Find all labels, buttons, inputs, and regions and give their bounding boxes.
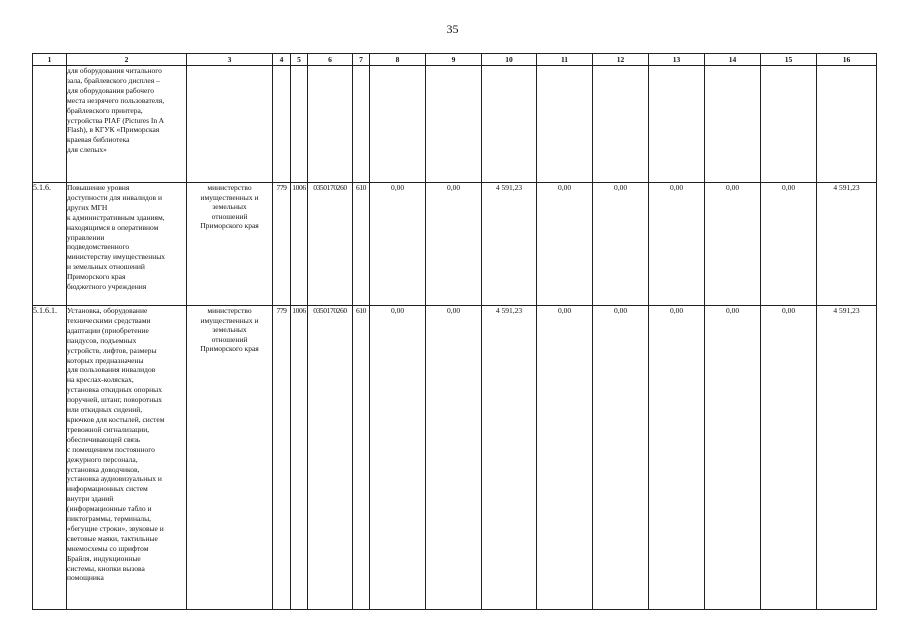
column-header: 4 <box>273 54 291 66</box>
table-row <box>33 66 877 183</box>
column-header: 13 <box>649 54 705 66</box>
expense-type-code: 610 <box>353 306 370 610</box>
amount-cell <box>705 66 761 183</box>
expense-type-code <box>353 66 370 183</box>
section-code: 1006 <box>291 306 308 610</box>
amount-cell <box>649 66 705 183</box>
column-header: 9 <box>426 54 482 66</box>
amount-cell: 4 591,23 <box>482 306 537 610</box>
item-name: для оборудования читального зала, брайлевского дисплея – для оборудования рабочего места незрячего пользователя, брайлевского принтера, устройства PIAF (Pictures In A Flash), в КГУК «Приморская краевая библиотека для слепых» <box>67 66 187 183</box>
column-header: 5 <box>291 54 308 66</box>
amount-cell: 0,00 <box>426 183 482 306</box>
ministry-code: 779 <box>273 183 291 306</box>
total-cell: 4 591,23 <box>817 306 877 610</box>
target-article-code: 0350170260 <box>308 306 353 610</box>
amount-cell <box>426 66 482 183</box>
amount-cell <box>370 66 426 183</box>
total-cell: 4 591,23 <box>817 183 877 306</box>
item-number <box>33 66 67 183</box>
table-row <box>33 306 877 610</box>
page-number: 35 <box>446 22 459 36</box>
responsible-org: министерство имущественных и земельных отношений Приморского края <box>187 306 273 610</box>
section-code <box>291 66 308 183</box>
amount-cell: 0,00 <box>593 306 649 610</box>
column-header: 7 <box>353 54 370 66</box>
amount-cell: 0,00 <box>705 183 761 306</box>
responsible-org <box>187 66 273 183</box>
column-header: 2 <box>67 54 187 66</box>
column-header: 1 <box>33 54 67 66</box>
column-header: 8 <box>370 54 426 66</box>
total-cell <box>817 66 877 183</box>
column-header: 3 <box>187 54 273 66</box>
amount-cell: 0,00 <box>649 306 705 610</box>
responsible-org: министерство имущественных и земельных отношений Приморского края <box>187 183 273 306</box>
target-article-code: 0350170260 <box>308 183 353 306</box>
section-code: 1006 <box>291 183 308 306</box>
item-number: 5.1.6. <box>33 183 67 306</box>
amount-cell: 0,00 <box>761 306 817 610</box>
amount-cell: 0,00 <box>370 306 426 610</box>
amount-cell: 0,00 <box>370 183 426 306</box>
column-header: 10 <box>482 54 537 66</box>
amount-cell: 0,00 <box>426 306 482 610</box>
amount-cell: 0,00 <box>593 183 649 306</box>
column-header: 6 <box>308 54 353 66</box>
ministry-code: 779 <box>273 306 291 610</box>
column-header: 12 <box>593 54 649 66</box>
amount-cell <box>761 66 817 183</box>
expense-type-code: 610 <box>353 183 370 306</box>
table-row <box>33 183 877 306</box>
amount-cell: 0,00 <box>537 306 593 610</box>
amount-cell: 0,00 <box>705 306 761 610</box>
amount-cell: 4 591,23 <box>482 183 537 306</box>
column-header: 11 <box>537 54 593 66</box>
amount-cell: 0,00 <box>761 183 817 306</box>
amount-cell: 0,00 <box>537 183 593 306</box>
table-header-row <box>33 54 877 66</box>
column-header: 16 <box>817 54 877 66</box>
item-name: Повышение уровня доступности для инвалидов и других МГН к административным зданиям, находящимся в оперативном управлении подведомственного министерству имущественных и земельных отношений Приморского края бюджетного учреждения <box>67 183 187 306</box>
item-number: 5.1.6.1. <box>33 306 67 610</box>
column-header: 15 <box>761 54 817 66</box>
amount-cell <box>593 66 649 183</box>
target-article-code <box>308 66 353 183</box>
budget-table <box>32 53 877 610</box>
amount-cell <box>537 66 593 183</box>
amount-cell <box>482 66 537 183</box>
item-name: Установка, оборудование техническими средствами адаптации (приобретение пандусов, подъемных устройств, лифтов, размеры которых предназначены для пользования инвалидов на креслах-колясках, установка откидных опорных поручней, штанг, поворотных или откидных сидений, крючков для костылей, систем тревожной сигнализации, обеспечивающей связь с помещением постоянного дежурного персонала, установка доводчиков, установка аудиовизуальных и информационных систем внутри зданий (информационные табло и пиктограммы, терминалы, «бегущие строки», звуковые и световые маяки, тактильные мнемосхемы со шрифтом Брайля, индукционные системы, кнопки вызова помощника <box>67 306 187 610</box>
amount-cell: 0,00 <box>649 183 705 306</box>
column-header: 14 <box>705 54 761 66</box>
ministry-code <box>273 66 291 183</box>
